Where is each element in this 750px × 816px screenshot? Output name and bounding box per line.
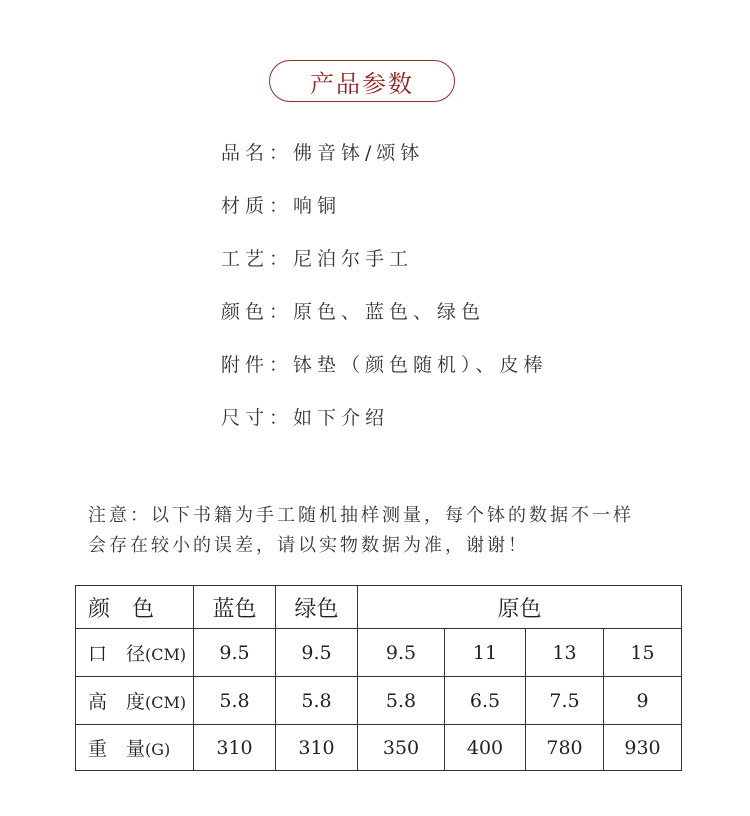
header-cell-green: 绿色 <box>276 586 358 629</box>
note-line: 注意：以下书籍为手工随机抽样测量，每个钵的数据不一样 <box>88 505 634 526</box>
spec-separator: ： <box>269 407 294 429</box>
spec-value: 原色、蓝色、绿色 <box>293 301 486 323</box>
spec-value: 尼泊尔手工 <box>293 248 414 270</box>
spec-label: 附件 <box>221 354 270 376</box>
header-cell-color: 颜 色 <box>76 586 194 629</box>
table-cell: 9.5 <box>194 629 276 677</box>
table-header-row <box>76 586 682 629</box>
note-line: 会存在较小的误差，请以实物数据为准，谢谢！ <box>88 535 529 556</box>
table-cell: 930 <box>604 725 682 771</box>
spec-row-accessories <box>221 350 548 403</box>
spec-label: 工艺 <box>221 248 270 270</box>
table-row <box>76 677 682 725</box>
spec-value: 佛音钵/颂钵 <box>293 142 425 164</box>
table-cell: 780 <box>526 725 604 771</box>
row-label-text: 高 度 <box>88 691 146 713</box>
table-cell: 11 <box>445 629 526 677</box>
table-cell: 9.5 <box>358 629 445 677</box>
table-cell: 5.8 <box>276 677 358 725</box>
row-label-unit: (CM) <box>145 693 187 712</box>
spec-label: 品名 <box>221 142 270 164</box>
row-label-unit: (CM) <box>145 645 187 664</box>
table-cell: 400 <box>445 725 526 771</box>
header-cell-blue: 蓝色 <box>194 586 276 629</box>
table-cell: 6.5 <box>445 677 526 725</box>
table-cell: 9 <box>604 677 682 725</box>
table-cell: 350 <box>358 725 445 771</box>
table-cell: 5.8 <box>194 677 276 725</box>
table-row <box>76 629 682 677</box>
spec-row-material <box>221 191 548 244</box>
spec-list <box>221 138 548 456</box>
row-label-unit: (G) <box>145 740 171 759</box>
table-cell: 5.8 <box>358 677 445 725</box>
table-cell: 13 <box>526 629 604 677</box>
spec-separator: ： <box>269 195 294 217</box>
spec-value: 如下介绍 <box>293 407 390 429</box>
spec-label: 材质 <box>221 195 270 217</box>
table-cell: 9.5 <box>276 629 358 677</box>
spec-separator: ： <box>269 301 294 323</box>
table-cell: 310 <box>194 725 276 771</box>
table-cell: 15 <box>604 629 682 677</box>
spec-label: 颜色 <box>221 301 270 323</box>
spec-separator: ： <box>269 354 294 376</box>
spec-value: 响铜 <box>293 195 342 217</box>
row-label-weight <box>76 725 194 771</box>
table-row <box>76 725 682 771</box>
row-label-height <box>76 677 194 725</box>
spec-label: 尺寸 <box>221 407 270 429</box>
spec-row-craft <box>221 244 548 297</box>
section-title <box>269 60 455 102</box>
header-cell-original: 原色 <box>358 586 682 629</box>
spec-row-color <box>221 297 548 350</box>
spec-separator: ： <box>269 248 294 270</box>
section-title-text: 产品参数 <box>310 69 414 98</box>
row-label-text: 口 径 <box>88 643 146 665</box>
size-table <box>75 585 682 771</box>
table-cell: 7.5 <box>526 677 604 725</box>
table-cell: 310 <box>276 725 358 771</box>
spec-separator: ： <box>269 142 294 164</box>
row-label-text: 重 量 <box>88 738 146 760</box>
spec-value: 钵垫（颜色随机）、皮棒 <box>293 354 548 376</box>
spec-row-name <box>221 138 548 191</box>
spec-row-size <box>221 403 548 456</box>
measurement-note <box>88 501 708 561</box>
row-label-diameter <box>76 629 194 677</box>
